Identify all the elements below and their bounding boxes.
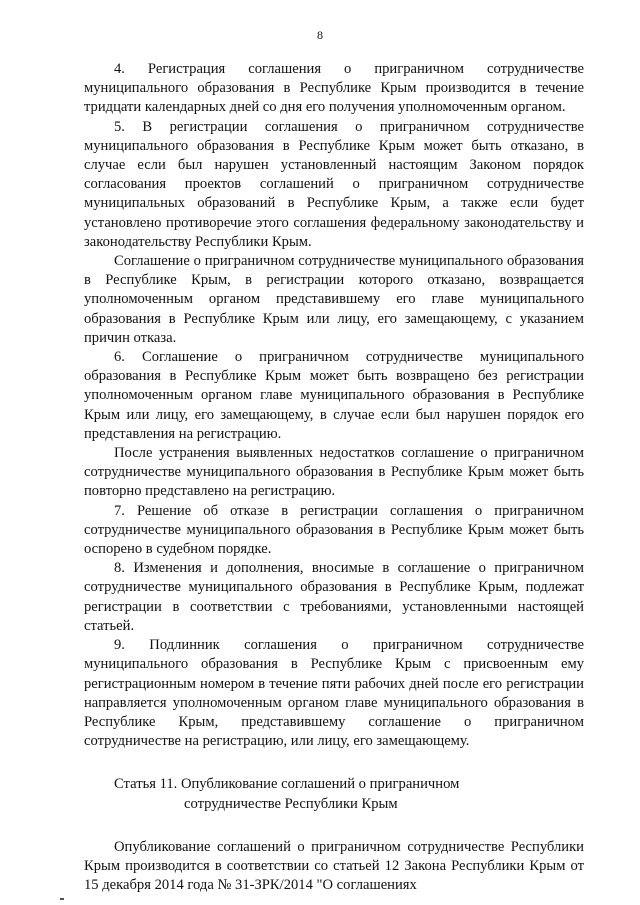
article-heading-line-1: Статья 11. Опубликование соглашений о приграничном [114, 776, 460, 793]
paragraph-5: 5. В регистрации соглашения о приграничном сотрудничестве муниципального образования в Республике Крым может быть отказано, в случае если был нарушен установленный настоящим Законом порядок согласования проектов соглашений о приграничном сотрудничестве муниципальных образований в Республике Крым, а также если будет установлено противоречие этого соглашения федеральному законодательству и законодательству Республики Крым. [84, 118, 584, 250]
paragraph-4: 4. Регистрация соглашения о приграничном сотрудничестве муниципального образования в Республике Крым производится в течение тридцати календарных дней со дня его получения уполномоченным органом. [84, 61, 584, 116]
article-11-heading [114, 775, 584, 813]
paragraph-7: 7. Решение об отказе в регистрации соглашения о приграничном сотрудничестве муниципального образования в Республике Крым может быть оспорено в судебном порядке. [84, 502, 584, 558]
document-body [84, 60, 584, 895]
scan-mark [60, 898, 64, 900]
paragraph-6-resubmission: После устранения выявленных недостатков соглашение о приграничном сотрудничестве муниципального образования в Республике Крым может быть повторно представлено на регистрацию. [84, 445, 584, 500]
spacer [84, 814, 584, 838]
paragraph-8: 8. Изменения и дополнения, вносимые в соглашение о приграничном сотрудничестве муниципального образования в Республике Крым, подлежат регистрации в соответствии с требованиями, установленными настоящей статьей. [84, 560, 584, 634]
article-11-paragraph: Опубликование соглашений о приграничном сотрудничестве Республики Крым производится в соответствии со статьей 12 Закона Республики Крым от 15 декабря 2014 года № 31-ЗРК/2014 "О соглашениях [84, 838, 584, 894]
paragraph-6: 6. Соглашение о приграничном сотрудничестве муниципального образования в Республике Крым может быть возвращено без регистрации уполномоченным органом главе муниципального образования в Республике Крым или лицу, его замещающему, в случае если был нарушен порядок его представления на регистрацию. [84, 349, 584, 442]
article-heading-line-2: сотрудничестве Республики Крым [184, 795, 398, 812]
paragraph-9: 9. Подлинник соглашения о приграничном сотрудничестве муниципального образования в Республике Крым с присвоенным ему регистрационным номером в течение пяти рабочих дней после его регистрации направляется уполномоченным органом главе муниципального образования в Республике Крым, представившему соглашение о приграничном сотрудничестве на регистрацию, или лицу, его замещающему. [84, 637, 584, 750]
paragraph-5-refusal: Соглашение о приграничном сотрудничестве муниципального образования в Республике Крым, в регистрации которого отказано, возвращается уполномоченным органом представившему его главе муниципального образования в Республике Крым или лицу, его замещающему, с указанием причин отказа. [84, 253, 584, 346]
page-number: 8 [317, 28, 323, 42]
